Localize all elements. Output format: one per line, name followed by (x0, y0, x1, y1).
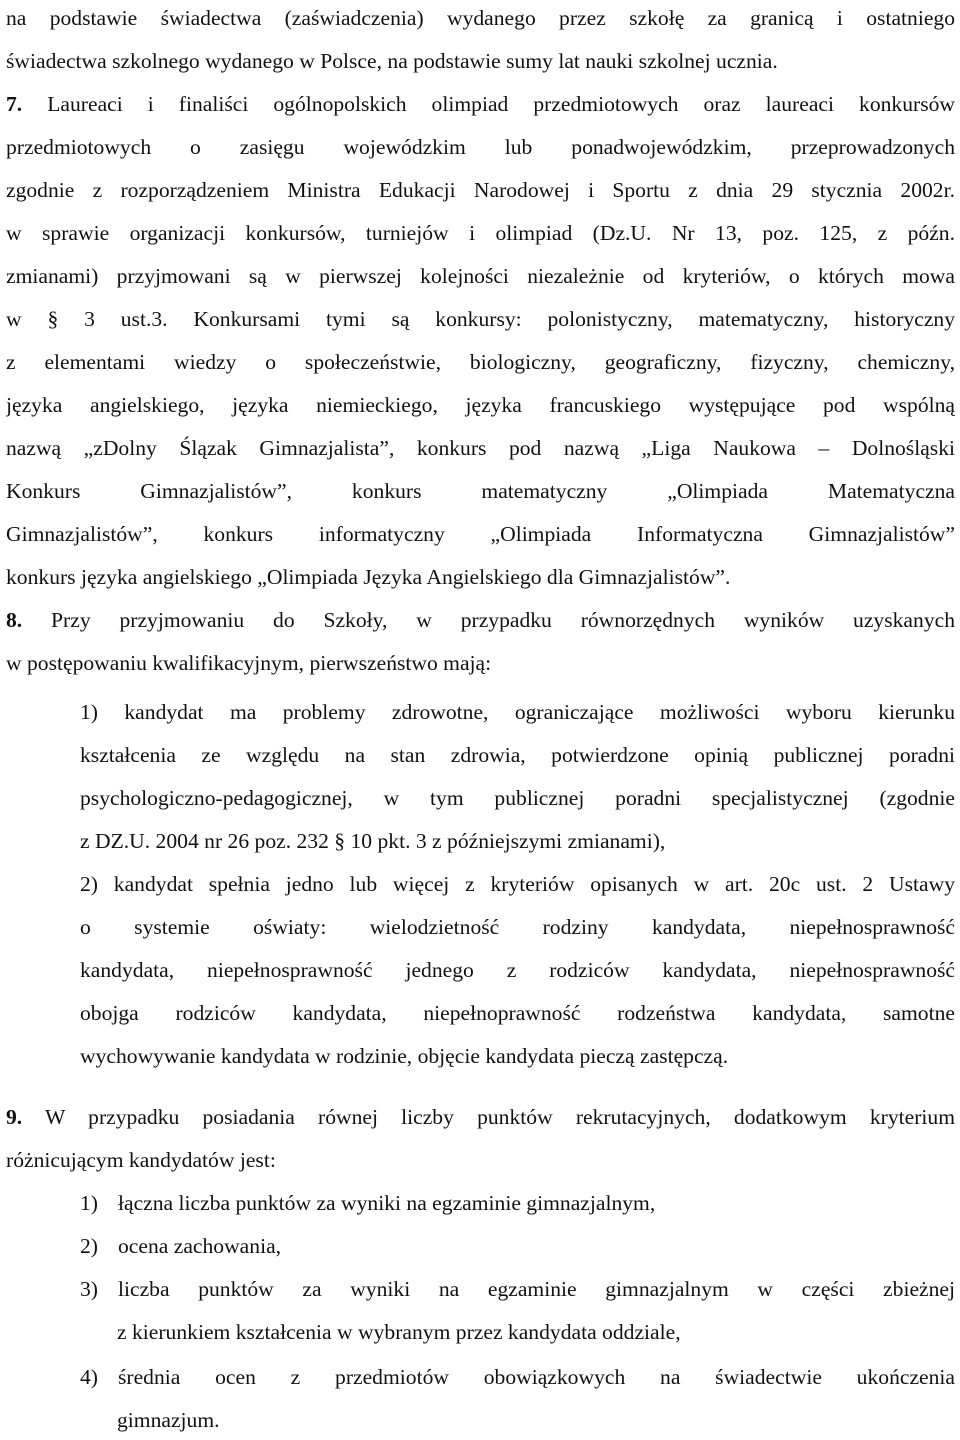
text-line (117, 1317, 955, 1347)
line-text: ocena zachowania, (118, 1234, 282, 1258)
line-text: łączna liczba punktów za wyniki na egzaminie gimnazjalnym, (118, 1191, 656, 1215)
line-text: w postępowaniu kwalifikacyjnym, pierwszeństwo mają: (6, 651, 492, 675)
line-text: w § 3 ust.3. Konkursami tymi są konkursy: polonistyczny, matematyczny, historyczny (6, 307, 955, 331)
text-line (80, 826, 955, 856)
line-text: języka angielskiego, języka niemieckiego, języka francuskiego występujące pod wspólną (6, 393, 955, 417)
list-marker: 1) (80, 1191, 98, 1215)
line-text: kształcenia ze względu na stan zdrowia, potwierdzone opinią publicznej poradni (80, 743, 955, 767)
text-line (117, 1405, 955, 1435)
text-line (6, 519, 955, 549)
line-text: Laureaci i finaliści ogólnopolskich olimpiad przedmiotowych oraz laureaci konkursów (47, 92, 955, 116)
text-line (80, 740, 955, 770)
line-text: Konkurs Gimnazjalistów”, konkurs matematyczny „Olimpiada Matematyczna (6, 479, 955, 503)
text-line (80, 869, 955, 899)
text-line (80, 1274, 955, 1304)
line-text: W przypadku posiadania równej liczby punktów rekrutacyjnych, dodatkowym kryterium (45, 1105, 955, 1129)
text-line (80, 1231, 955, 1261)
text-line (6, 476, 955, 506)
paragraph-number: 9. (6, 1105, 23, 1129)
text-line (6, 648, 955, 678)
line-text: o systemie oświaty: wielodzietność rodziny kandydata, niepełnosprawność (80, 915, 955, 939)
line-text: z kierunkiem kształcenia w wybranym przez kandydata oddziale, (117, 1320, 681, 1344)
text-line (6, 304, 955, 334)
text-line (80, 1041, 955, 1071)
text-line (6, 562, 955, 592)
text-line (80, 1188, 955, 1218)
list-marker: 4) (80, 1365, 98, 1389)
line-text: 1) kandydat ma problemy zdrowotne, ograniczające możliwości wyboru kierunku (80, 700, 955, 724)
line-text: obojga rodziców kandydata, niepełnoprawność rodzeństwa kandydata, samotne (80, 1001, 955, 1025)
line-text: kandydata, niepełnosprawność jednego z rodziców kandydata, niepełnosprawność (80, 958, 955, 982)
text-line (6, 175, 955, 205)
line-text: wychowywanie kandydata w rodzinie, objęcie kandydata pieczą zastępczą. (80, 1044, 729, 1068)
line-text: różnicującym kandydatów jest: (6, 1148, 276, 1172)
line-text: w sprawie organizacji konkursów, turniejów i olimpiad (Dz.U. Nr 13, poz. 125, z późn. (6, 221, 955, 245)
line-text: Przy przyjmowaniu do Szkoły, w przypadku równorzędnych wyników uzyskanych (51, 608, 955, 632)
line-text: świadectwa szkolnego wydanego w Polsce, na podstawie sumy lat nauki szkolnej ucznia. (6, 49, 778, 73)
text-line (80, 697, 955, 727)
text-line (6, 132, 955, 162)
paragraph-number: 8. (6, 608, 23, 632)
list-marker: 2) (80, 1234, 98, 1258)
line-text: psychologiczno-pedagogicznej, w tym publicznej poradni specjalistycznej (zgodnie (80, 786, 955, 810)
line-text: 2) kandydat spełnia jedno lub więcej z kryteriów opisanych w art. 20c ust. 2 Ustawy (80, 872, 955, 896)
line-text: konkurs języka angielskiego „Olimpiada Języka Angielskiego dla Gimnazjalistów”. (6, 565, 731, 589)
line-text: z elementami wiedzy o społeczeństwie, biologiczny, geograficzny, fizyczny, chemiczny, (6, 350, 955, 374)
text-line (6, 218, 955, 248)
line-text: zmianami) przyjmowani są w pierwszej kolejności niezależnie od kryteriów, o których mowa (6, 264, 955, 288)
text-line (6, 347, 955, 377)
text-line (80, 912, 955, 942)
text-line (80, 1362, 955, 1392)
line-text: Gimnazjalistów”, konkurs informatyczny „Olimpiada Informatyczna Gimnazjalistów” (6, 522, 955, 546)
text-line (6, 390, 955, 420)
line-text: przedmiotowych o zasięgu wojewódzkim lub ponadwojewódzkim, przeprowadzonych (6, 135, 955, 159)
line-text: na podstawie świadectwa (zaświadczenia) wydanego przez szkołę za granicą i ostatniego (6, 6, 955, 30)
text-line (6, 89, 955, 119)
line-text: nazwą „zDolny Ślązak Gimnazjalista”, konkurs pod nazwą „Liga Naukowa – Dolnośląski (6, 436, 955, 460)
text-line (80, 955, 955, 985)
line-text: gimnazjum. (117, 1408, 220, 1432)
line-text: średnia ocen z przedmiotów obowiązkowych na świadectwie ukończenia (118, 1365, 955, 1389)
text-line (80, 998, 955, 1028)
text-line (6, 46, 955, 76)
paragraph-number: 7. (6, 92, 23, 116)
line-text: liczba punktów za wyniki na egzaminie gimnazjalnym w części zbieżnej (118, 1277, 955, 1301)
line-text: z DZ.U. 2004 nr 26 poz. 232 § 10 pkt. 3 z późniejszymi zmianami), (80, 829, 666, 853)
text-line (80, 783, 955, 813)
text-line (6, 3, 955, 33)
text-line (6, 605, 955, 635)
line-text: zgodnie z rozporządzeniem Ministra Edukacji Narodowej i Sportu z dnia 29 stycznia 2002r. (6, 178, 955, 202)
text-line (6, 1102, 955, 1132)
text-line (6, 433, 955, 463)
list-marker: 3) (80, 1277, 98, 1301)
text-line (6, 1145, 955, 1175)
text-line (6, 261, 955, 291)
